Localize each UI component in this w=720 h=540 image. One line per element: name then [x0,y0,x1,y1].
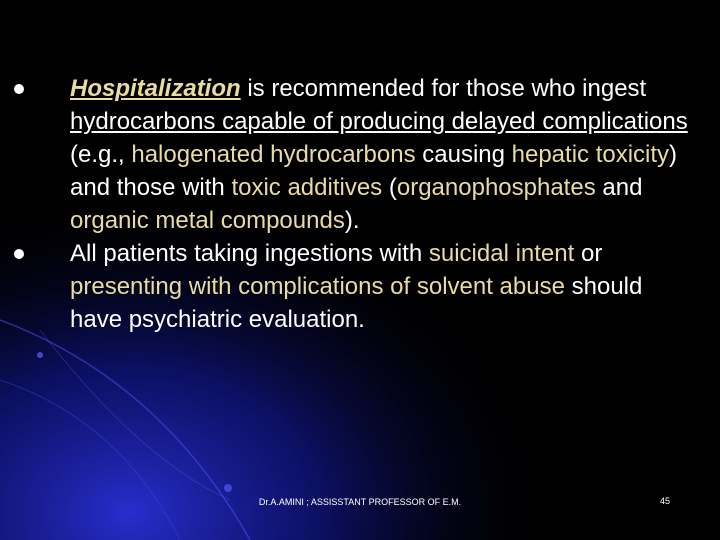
bullet-text-segment: organophosphates [396,174,596,201]
bullet-text-segment: presenting with complications of solvent abuse [70,273,565,300]
bullet-text-segment: ( [382,174,397,201]
bullet-item [14,72,694,237]
bullet-text-segment: or [574,240,603,267]
bullet-text-segment: (e.g., [70,141,132,168]
bullet-text-segment: is recommended for those who ingest [240,75,647,102]
bullet-dot-icon [14,249,24,259]
bullet-list [14,72,694,336]
bullet-text-segment: should have psychiatric evaluation. [70,273,643,333]
bullet-text-segment: Hospitalization [70,75,241,102]
bullet-text-segment: suicidal intent [428,240,575,267]
bullet-text-segment: and [595,174,643,201]
bullet-text-segment: organic metal compounds [70,207,345,234]
bullet-dot-icon [14,84,24,94]
bullet-text-segment: toxic additives [231,174,383,201]
bullet-text-segment: causing [415,141,512,168]
page-number: 45 [660,496,671,506]
bullet-text-segment: ) and those with [70,141,678,201]
bullet-text-segment: All patients taking ingestions with [70,240,429,267]
slide-footer: Dr.A.AMINI ; ASSISSTANT PROFESSOR OF E.M. [258,497,462,507]
bullet-text-segment: ). [344,207,360,234]
bullet-item [14,237,694,336]
bullet-text-segment: hydrocarbons capable of producing delayed complications [70,108,688,135]
bullet-text-segment: halogenated hydrocarbons [131,141,416,168]
bullet-text-segment: hepatic toxicity [511,141,670,168]
